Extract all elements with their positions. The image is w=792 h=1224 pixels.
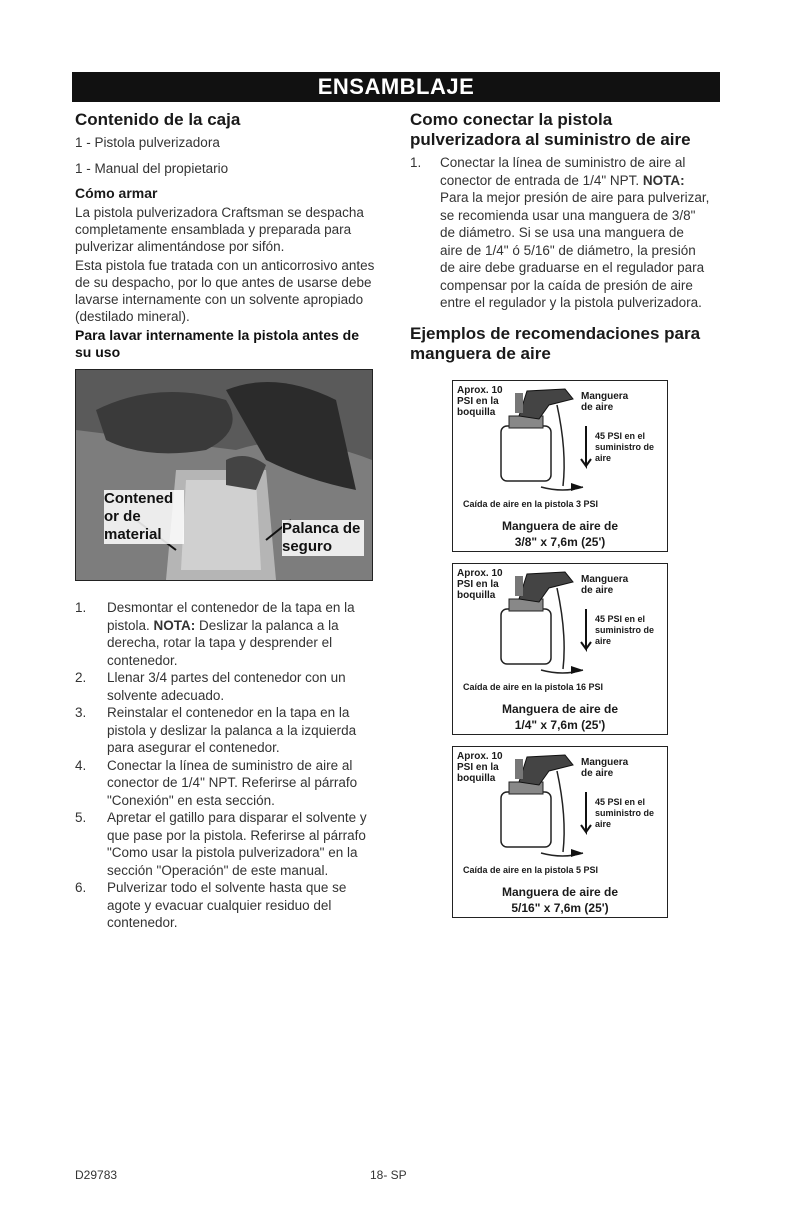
step-text: Apretar el gatillo para disparar el solvente y que pase por la pistola. Referirse al párrafo "Como usar la pistola pulverizadora" en la sección "Operación" de este manual.	[107, 810, 367, 878]
step-text-post: Deslizar la palanca a la derecha, rotar la tapa y desprender el contenedor.	[107, 617, 339, 668]
section-banner: ENSAMBLAJE	[72, 72, 720, 102]
right-column	[410, 110, 710, 929]
step-1	[75, 599, 375, 669]
document-code: D29783	[75, 1168, 118, 1182]
fig-aprox: Aprox. 10 PSI en la boquilla	[457, 567, 503, 601]
connect-step-1	[410, 154, 710, 312]
page-number: 18- SP	[370, 1168, 407, 1182]
step-number: 5.	[75, 810, 87, 825]
step-number: 3.	[75, 705, 87, 720]
step-nota: NOTA:	[153, 617, 196, 633]
photo-label-contenedor: Contened or de material	[104, 490, 184, 544]
step-number: 1.	[75, 600, 87, 615]
fig-manguera: Manguera de aire	[581, 390, 629, 413]
fig-caption-1: Manguera de aire de	[501, 518, 619, 533]
fig-manguera: Manguera de aire	[581, 756, 629, 779]
fig-suministro: 45 PSI en el suministro de aire	[595, 430, 655, 463]
step-number: 1.	[410, 155, 422, 170]
left-column	[75, 110, 375, 932]
fig-aprox: Aprox. 10 PSI en la boquilla	[457, 384, 503, 418]
cleaning-steps	[75, 599, 375, 932]
step-text: Llenar 3/4 partes del contenedor con un solvente adecuado.	[107, 670, 346, 703]
step-text: Pulverizar todo el solvente hasta que se agote y evacuar cualquier residuo del contenedor.	[107, 880, 347, 930]
hose-figure-5-16	[452, 746, 668, 918]
fig-caida: Caída de aire en la pistola 16 PSI	[463, 681, 604, 692]
step-text-post: Para la mejor presión de aire para pulverizar, se recomienda usar una manguera de 3/8" de diámetro. Si se usa una manguera de aire de 1/4" ó 5/16" de diámetro, la presión de aire debe graduarse en el regulador para compensar por la caída de presión de aire entre el regulador y la pistola pulverizadora.	[440, 190, 710, 310]
fig-suministro: 45 PSI en el suministro de aire	[595, 796, 655, 829]
step-number: 6.	[75, 880, 87, 895]
step-6	[75, 879, 375, 932]
hose-figure-3-8	[452, 380, 668, 552]
fig-caption-1: Manguera de aire de	[501, 884, 619, 899]
heading-conectar: Como conectar la pistola pulverizadora al suministro de aire	[410, 110, 691, 149]
step-text: Conectar la línea de suministro de aire al conector de entrada de 1/4" NPT.	[440, 155, 686, 188]
fig-caption-2: 5/16" x 7,6m (25')	[511, 900, 609, 915]
heading-como-armar: Cómo armar	[75, 185, 158, 201]
fig-aprox: Aprox. 10 PSI en la boquilla	[457, 750, 503, 784]
hose-figure-1-4	[452, 563, 668, 735]
paragraph-anticorrosivo: Esta pistola fue tratada con un anticorrosivo antes de su despacho, por lo que antes de usarse debe lavarse internamente con un solvente apropiado (destilado mineral).	[75, 258, 375, 324]
step-text: Desmontar el contenedor de la tapa en la pistola.	[107, 600, 355, 633]
box-item-2: 1 - Manual del propietario	[75, 160, 229, 176]
fig-caption-2: 3/8" x 7,6m (25')	[514, 534, 606, 549]
step-4	[75, 757, 375, 810]
fig-caption-2: 1/4" x 7,6m (25')	[514, 717, 606, 732]
fig-suministro: 45 PSI en el suministro de aire	[595, 613, 655, 646]
step-nota: NOTA:	[642, 172, 685, 188]
fig-caption-1: Manguera de aire de	[501, 701, 619, 716]
fig-manguera: Manguera de aire	[581, 573, 629, 596]
heading-ejemplos: Ejemplos de recomendaciones para manguera de aire	[410, 323, 701, 363]
fig-caida: Caída de aire en la pistola 3 PSI	[463, 498, 599, 509]
box-item-1: 1 - Pistola pulverizadora	[75, 135, 220, 150]
step-3	[75, 704, 375, 757]
step-number: 2.	[75, 670, 87, 685]
step-2	[75, 669, 375, 704]
heading-contenido: Contenido de la caja	[75, 110, 241, 129]
photo-label-palanca: Palanca de seguro	[282, 520, 364, 556]
spray-gun-photo	[75, 369, 373, 581]
step-text: Conectar la línea de suministro de aire al conector de 1/4" NPT. Referirse al párrafo "Conexión" en esta sección.	[107, 757, 358, 808]
step-5	[75, 809, 375, 879]
heading-lavar: Para lavar internamente la pistola antes de su uso	[75, 327, 360, 360]
fig-caida: Caída de aire en la pistola 5 PSI	[463, 864, 599, 875]
paragraph-despacho: La pistola pulverizadora Craftsman se despacha completamente ensamblada y preparada para pulverizar alimentándose por sifón.	[75, 205, 364, 254]
step-text: Reinstalar el contenedor en la tapa en la pistola y deslizar la palanca a la izquierda para asegurar el contenedor.	[107, 705, 357, 755]
step-number: 4.	[75, 757, 87, 773]
